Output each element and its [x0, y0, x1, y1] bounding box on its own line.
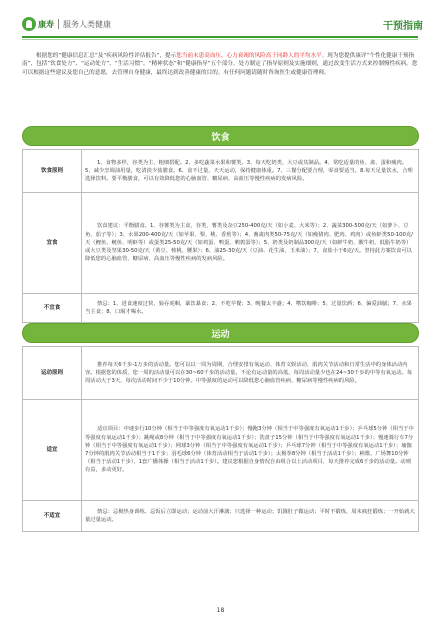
intro-text-rest: 现为您提供康评“个性化健康干预指南”，包括“饮食处方”、“运动处方”、“生活习惯”、“精神状态”和“健康指导”五个部分。处方制定了指导原则及实施细则，通过改变生活方式来控制慢性疾病。您可以根据这些建议及您自己的意愿，去管理自身健康，最终达到改善健康的目的。有任何问题请随时咨询医生或健康管理师。 [22, 53, 418, 76]
row-key: 宜食 [23, 193, 82, 294]
brand-tagline: 服务人类健康 [63, 19, 111, 29]
diet-section [22, 126, 419, 323]
row-key: 适宜 [23, 400, 82, 501]
row-key: 饮食原则 [23, 150, 82, 193]
row-value: 饮食建议：平衡膳食。1、谷薯类为主食，谷类、薯类及杂豆250-400克/天（如小麦、大米等）；2、蔬菜300-500克/天（如萝卜、豆角、茄子等）；3、水果200-400克/天（如苹果、梨、桃、香蕉等）；4、畜禽肉类50-75克/天（如瘦猪肉、肥肉、鸡肉）或鱼虾类50-100克/天（鲤鱼、鲢鱼、明虾等）或蛋类25-50克/天（如鸡蛋、鸭蛋、鹌鹑蛋等）；5、奶类及奶制品300克/天（如鲜牛奶、酸牛奶、低脂牛奶等）或大豆类及坚果30-50克/天（黄豆、核桃、腰果）；6、油25-30克/天（豆油、花生油、玉米油）；7、食盐小于6克/天。坚持此方案饮食可以降低您的心脑血管、糖尿病、高血压等慢性疾病的发病风险。 [82, 193, 419, 294]
table-row [23, 400, 419, 501]
page-number: 18 [216, 607, 225, 614]
table-row [23, 294, 419, 323]
row-value: 适宜项目：中速步行10分钟（相当于中等强度有氧运动1千步）；慢跑3分钟（相当于中等强度有氧运动1千步）；乒乓球5分钟（相当于中等强度有氧运动1千步）；跳绳或8分钟（相当于中等强度有氧运动1千步）；洗盘子15分钟（相当于中等强度有氧运动1千步）；慢速骑行车7分钟（相当于中等强度有氧运动1千步）；网球3分钟（相当于中等强度有氧运动1千步）；乒乓球7分钟（相当于中等强度有氧运动1千步）；瑜伽7分钟的肌肉关节活动相当于1千步；羽毛球6分钟（体育活动相当于活动1千步）；太极拳8分钟（相当于活动1千步）；秧歌、广场舞10分钟（相当于活动1千步），1套广播体操（相当于活动1千步）。建议您根据自身情况自由组合以上活动项目，每天推荐完成6千步的活动量。动则有益，多动更好。 [82, 400, 419, 501]
exercise-section-header [22, 323, 419, 343]
diet-table [22, 149, 419, 323]
row-key: 不适宜 [23, 501, 82, 532]
table-row [23, 347, 419, 400]
table-row [23, 150, 419, 193]
brand-name: 康寿 [38, 19, 54, 29]
header-divider [22, 36, 418, 38]
row-value: 1、食物多样，谷类为主，粗细搭配。2、多吃蔬菜水果和薯类。3、每天吃奶类、大豆或其制品。4、常吃适量的鱼、禽、蛋和瘦肉。5、减少烹调油用量，吃清淡少盐膳食。6、食不过量，天天运动，保持健康体重。7、三餐分配要合理，零食要适当。8.每天足量饮水，合理选择饮料。要平衡膳食，可以有效降低您的心脑血管、糖尿病、高血压等慢性疾病的发病风险。 [82, 150, 419, 193]
table-row [23, 501, 419, 532]
diet-section-header [22, 126, 419, 146]
row-key: 运动原则 [23, 347, 82, 400]
leaf-logo-icon [22, 17, 36, 31]
page-header [0, 0, 441, 46]
exercise-section-title: 运动 [211, 330, 230, 340]
row-value: 推荐每天6千步-1万步的活动量。您可以以一周为周期，合理安排有氧运动、体育文娱活动、肌肉关节活动和日常生活中的身体活动内容。根据您的体质，您一周的活动量可以在30~60千步的活动量。不论有运动量的高低，每周活动量少也在24~30千步的中等有氧运动。每周活动大于3天，每次活动时间不少于10分钟。中等强度的运动可以降低您心脑血管疾病、糖尿病等慢性疾病的风险。 [82, 347, 419, 400]
row-value: 禁忌：忌极热身训练、忌饭后立即运动；运动前大汗淋漓；只选择一种运动；饥饿肚子做运动；平时不锻炼，周末疯狂锻炼；一开始就大量过量运动。 [82, 501, 419, 532]
section-title: 干预指南 [383, 21, 423, 32]
header-divider-thin [22, 39, 418, 40]
row-key: 不宜食 [23, 294, 82, 323]
row-value: 禁忌：1、进食速度过快，狼吞虎咽，暴饮暴食；2、不吃早餐；3、晚餐太丰盛；4、嗜饮咖啡；5、过量饮酒；6、偏爱油腻；7、水果当主食；8、口渴才喝水。 [82, 294, 419, 323]
logo-divider [58, 19, 59, 29]
diet-section-title: 饮食 [211, 133, 230, 143]
intro-paragraph [22, 52, 419, 77]
intro-risk-highlight: 您当前未患高血压，心力衰竭的风险高于同龄人的平均水平。 [176, 53, 328, 59]
exercise-table [22, 346, 419, 532]
table-row [23, 193, 419, 294]
intro-text-start: 根据您的“健康信息汇总”及“疾病风险性评估报告”，提示 [36, 53, 177, 59]
exercise-section [22, 323, 419, 532]
brand-logo [22, 16, 111, 32]
